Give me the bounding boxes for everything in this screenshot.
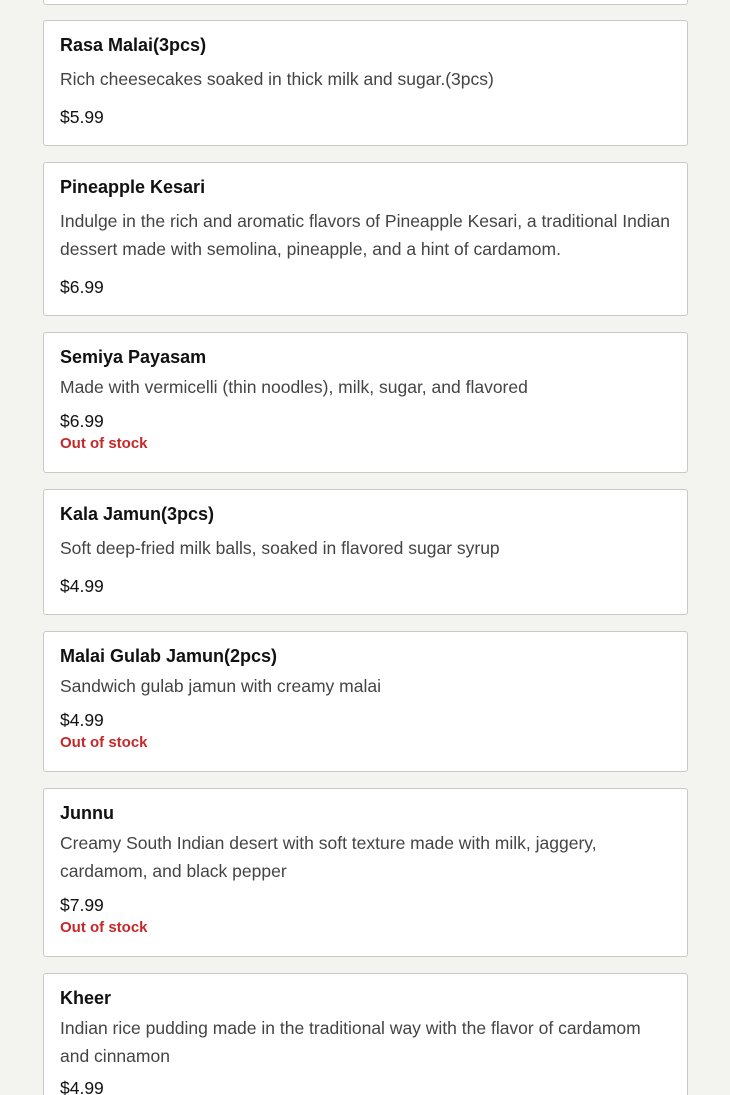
menu-item-card[interactable] [43,332,688,473]
menu-item-price: $7.99 [60,895,104,915]
menu-item-name: Semiya Payasam [60,347,207,367]
menu-item-description: Indian rice pudding made in the traditional way with the flavor of cardamom and cinnamon [60,1018,641,1066]
menu-item-card[interactable] [43,631,688,772]
menu-item-card[interactable] [43,788,688,957]
menu-item-name: Kala Jamun(3pcs) [60,504,215,524]
menu-item-description: Rich cheesecakes soaked in thick milk and sugar.(3pcs) [60,69,494,89]
out-of-stock-label: Out of stock [60,435,148,452]
menu-item-description: Made with vermicelli (thin noodles), milk, sugar, and flavored [60,377,528,397]
menu-item-card[interactable] [43,973,688,1095]
menu-item-card[interactable] [43,489,688,615]
menu-item-description: Sandwich gulab jamun with creamy malai [60,676,381,696]
out-of-stock-label: Out of stock [60,734,148,751]
menu-item-card-partial[interactable] [43,0,688,5]
menu-item-price: $4.99 [60,1078,104,1095]
menu-item-price: $4.99 [60,710,104,730]
menu-item-price: $6.99 [60,411,104,431]
menu-item-price: $5.99 [60,107,104,127]
menu-item-description: Soft deep-fried milk balls, soaked in flavored sugar syrup [60,538,500,558]
menu-item-name: Rasa Malai(3pcs) [60,35,207,55]
menu-item-name: Junnu [60,803,114,823]
menu-item-card[interactable] [43,20,688,146]
menu-item-price: $6.99 [60,277,104,297]
menu-item-name: Malai Gulab Jamun(2pcs) [60,646,278,666]
menu-item-description: Indulge in the rich and aromatic flavors of Pineapple Kesari, a traditional Indian dessert made with semolina, pineapple, and a hint of cardamom. [60,211,670,259]
menu-item-name: Pineapple Kesari [60,177,206,197]
out-of-stock-label: Out of stock [60,919,148,936]
menu-item-description: Creamy South Indian desert with soft texture made with milk, jaggery, cardamom, and black pepper [60,833,597,881]
menu-item-card[interactable] [43,162,688,316]
menu-item-price: $4.99 [60,576,104,596]
menu-item-name: Kheer [60,988,112,1008]
